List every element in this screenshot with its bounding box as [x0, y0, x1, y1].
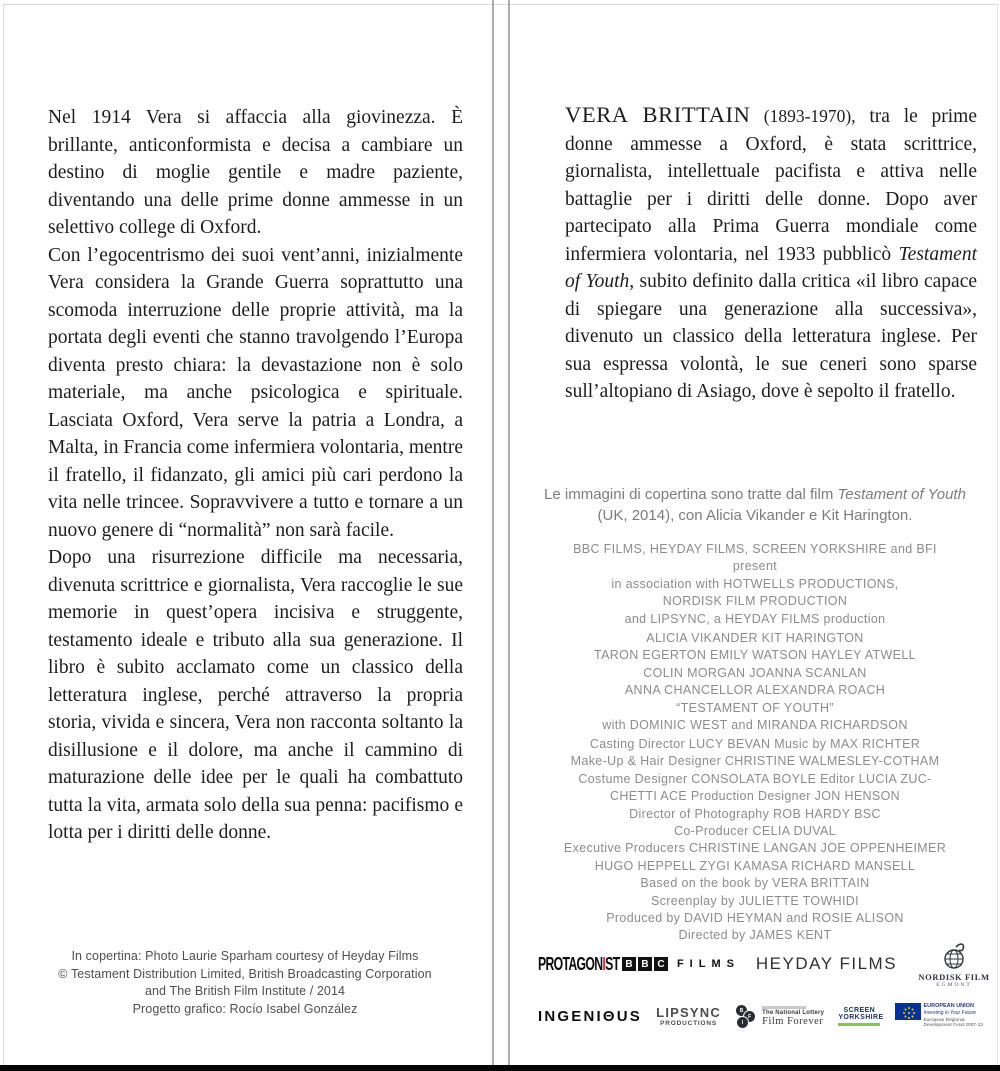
text-line: Progetto grafico: Rocío Isabel González: [132, 1001, 358, 1016]
bbc-block-icon: B: [622, 957, 636, 971]
lipsync-label: LIPSYNC: [656, 1005, 721, 1020]
lipsync-productions-logo: [656, 1005, 721, 1027]
bfi-circle-b: B: [735, 1004, 748, 1017]
text-line: “TESTAMENT OF YOUTH”: [676, 700, 834, 715]
egmont-label: EGMONT: [936, 981, 972, 988]
bfi-national-lottery-logo: [735, 1003, 824, 1029]
text-line: BBC FILMS, HEYDAY FILMS, SCREEN YORKSHIRE and BFI: [573, 542, 937, 556]
text-line: Casting Director LUCY BEVAN Music by MAX RICHTER: [589, 737, 921, 751]
text-line: Directed by JAMES KENT: [678, 928, 832, 943]
text-line: in association with HOTWELLS PRODUCTIONS,: [611, 576, 899, 591]
text-line: Based on the book by VERA BRITTAIN: [640, 876, 870, 891]
text-line: Make-Up & Hair Designer CHRISTINE WALMESLEY-COTHAM: [570, 754, 940, 769]
bfi-circle-f: F: [743, 1010, 756, 1023]
bfi-circle-i: I: [736, 1016, 749, 1029]
film-crew-credits: [540, 736, 970, 945]
nordisk-film-logo: [913, 941, 995, 988]
cover-note-text: (UK, 2014), con Alicia Vikander e Kit Harington.: [597, 507, 913, 524]
text-line: present: [732, 559, 778, 574]
protagonist-logo: [538, 953, 620, 975]
lottery-funded-strip: [762, 1006, 806, 1009]
film-production-credits: [540, 541, 970, 628]
author-bio: [565, 101, 977, 406]
text-line: Screenplay by JULIETTE TOWHIDI: [650, 893, 859, 908]
bio-text: tra le prime donne ammesse a Oxford, è stata scrittrice, giornalista, intellettuale pacifista e attiva nelle battaglie per i diritti delle donne. Dopo aver partecipato alla Prima Guerra mondiale come infermiera volontaria, nel 1933 pubblicò: [565, 106, 978, 265]
text-line: with DOMINIC WEST and MIRANDA RICHARDSON: [602, 718, 908, 733]
national-lottery-block: [762, 1006, 824, 1027]
fold-line-left: [492, 0, 494, 1065]
eu-sub-label: Investing in Your Future: [923, 1009, 977, 1016]
text-line: and LIPSYNC, a HEYDAY FILMS production: [624, 611, 886, 626]
protagonist-text: PROTAGON: [538, 953, 603, 974]
synopsis-paragraph: Dopo una risurrezione difficile ma necessaria, divenuta scrittrice e giornalista, Vera raccoglie le sue memorie in quest’opera incisiva e struggente, testamento ideale e tributo alla sua generazione. Il libro è subito acclamato come un classico della letteratura inglese, perché attraverso la propria storia, vivida e sincera, Vera non racconta soltanto la disillusione e il dolore, ma anche il cammino di maturazione delle idee per le quali ha combattuto tutta la vita, armata solo della sua penna: pacifismo e lotta per i diritti delle donne.: [48, 547, 463, 843]
yorkshire-label: YORKSHIRE: [838, 1014, 884, 1021]
screen-yorkshire-green-bar: [838, 1023, 880, 1026]
synopsis-paragraph: Con l’egocentrismo dei suoi vent’anni, inizialmente Vera considera la Grande Guerra soprattutto una scomoda interruzione delle proprie attività, ma la portata degli eventi che stanno travolgendo l’Europa diventa presto chiara: la devastazione non è solo materiale, ma anche psicologica e spirituale. Lasciata Oxford, Vera serve la patria a Londra, a Malta, in Francia come infermiera volontaria, mentre il fratello, il fidanzato, gli amici più cari perdono la vita nelle trincee. Sopravvivere a tutto e tornare a un nuovo genere di “normalità” non sarà facile.: [48, 244, 463, 541]
text-line: ANNA CHANCELLOR ALEXANDRA ROACH: [624, 683, 886, 698]
text-line: Executive Producers CHRISTINE LANGAN JOE OPPENHEIMER: [563, 841, 947, 856]
eu-stars-icon: [908, 1012, 910, 1014]
cover-note-text: Le immagini di copertina sono tratte dal film: [544, 486, 838, 503]
bfi-circles-icon: [735, 1003, 757, 1029]
bbc-films-label: FILMS: [676, 958, 740, 970]
film-cast-credits: [540, 630, 970, 734]
bottom-black-bar: [0, 1065, 1000, 1071]
logo-strip-row-2: [538, 995, 983, 1037]
cover-colophon: [25, 948, 465, 1018]
bbc-block-icon: B: [638, 957, 652, 971]
bbc-films-logo: [622, 957, 740, 971]
heyday-films-logo: HEYDAY FILMS: [755, 954, 898, 973]
text-line: and The British Film Institute / 2014: [144, 984, 346, 998]
text-line: In copertina: Photo Laurie Sparham courtesy of Heyday Films: [71, 949, 419, 963]
national-lottery-label: The National Lottery: [762, 1009, 825, 1016]
author-years: (1893-1970),: [750, 106, 856, 126]
protagonist-text: ST: [605, 953, 620, 974]
film-title-italic: Testament of Youth: [837, 486, 966, 503]
bio-text: , subito definito dalla critica «il libro capace di spiegare una generazione alla successiva», divenuto un classico della letteratura inglese. Per sua espressa volontà, le sue ceneri sono sparse sull’altopiano di Asiago, dove è sepolto il fratello.: [565, 271, 977, 402]
text-line: ALICIA VIKANDER KIT HARINGTON: [646, 631, 864, 645]
film-forever-label: Film Forever: [762, 1015, 824, 1027]
text-line: HUGO HEPPELL ZYGI KAMASA RICHARD MANSELL: [594, 858, 916, 873]
eu-fund-label: [924, 1018, 983, 1029]
author-name: VERA BRITTAIN: [565, 102, 751, 127]
lipsync-sub-label: PRODUCTIONS: [660, 1020, 717, 1027]
ingenious-logo: INGENIΘUS: [538, 1007, 642, 1025]
cover-images-note: [540, 484, 970, 526]
bbc-block-icon: C: [654, 957, 668, 971]
eu-flag-icon: [895, 1003, 921, 1020]
synopsis-paragraph: Nel 1914 Vera si affaccia alla giovinezza. È brillante, anticonformista e decisa a cambiare un destino di moglie gentile e madre paziente, diventando una delle prime donne ammesse in un selettivo college di Oxford.: [48, 107, 463, 238]
synopsis-text-block: [48, 104, 463, 847]
text-line: Co-Producer CELIA DUVAL: [673, 824, 837, 839]
logo-strip-row-1: [538, 936, 995, 992]
text-line: CHETTI ACE Production Designer JON HENSON: [609, 789, 901, 804]
eu-label: EUROPEAN UNION: [923, 1003, 974, 1010]
european-union-logo: [895, 1003, 983, 1029]
text-line: Costume Designer CONSOLATA BOYLE Editor LUCIA ZUC-: [578, 771, 932, 786]
text-line: Director of Photography ROB HARDY BSC: [629, 806, 881, 821]
text-line: TARON EGERTON EMILY WATSON HAYLEY ATWELL: [594, 648, 916, 663]
eu-text-block: [924, 1003, 983, 1029]
text-line: Produced by DAVID HEYMAN and ROSIE ALISON: [606, 911, 904, 926]
fold-line-right: [508, 0, 510, 1065]
eu-fund-line: European Regional: [923, 1017, 965, 1023]
protagonist-red-i: I: [602, 953, 606, 974]
text-line: © Testament Distribution Limited, British Broadcasting Corporation: [58, 966, 432, 981]
screen-yorkshire-logo: [838, 1006, 884, 1026]
text-line: NORDISK FILM PRODUCTION: [662, 594, 848, 609]
eu-fund-line: Development Fund 2007-13: [923, 1023, 983, 1029]
polar-bear-globe-icon: [939, 941, 969, 971]
screen-label: SCREEN: [843, 1006, 876, 1014]
protagonist-wordmark: [538, 954, 619, 975]
text-line: COLIN MORGAN JOANNA SCANLAN: [643, 665, 867, 680]
nordisk-film-label: NORDISK FILM: [918, 971, 990, 982]
book-title-italic: Testament of Youth: [565, 243, 977, 292]
